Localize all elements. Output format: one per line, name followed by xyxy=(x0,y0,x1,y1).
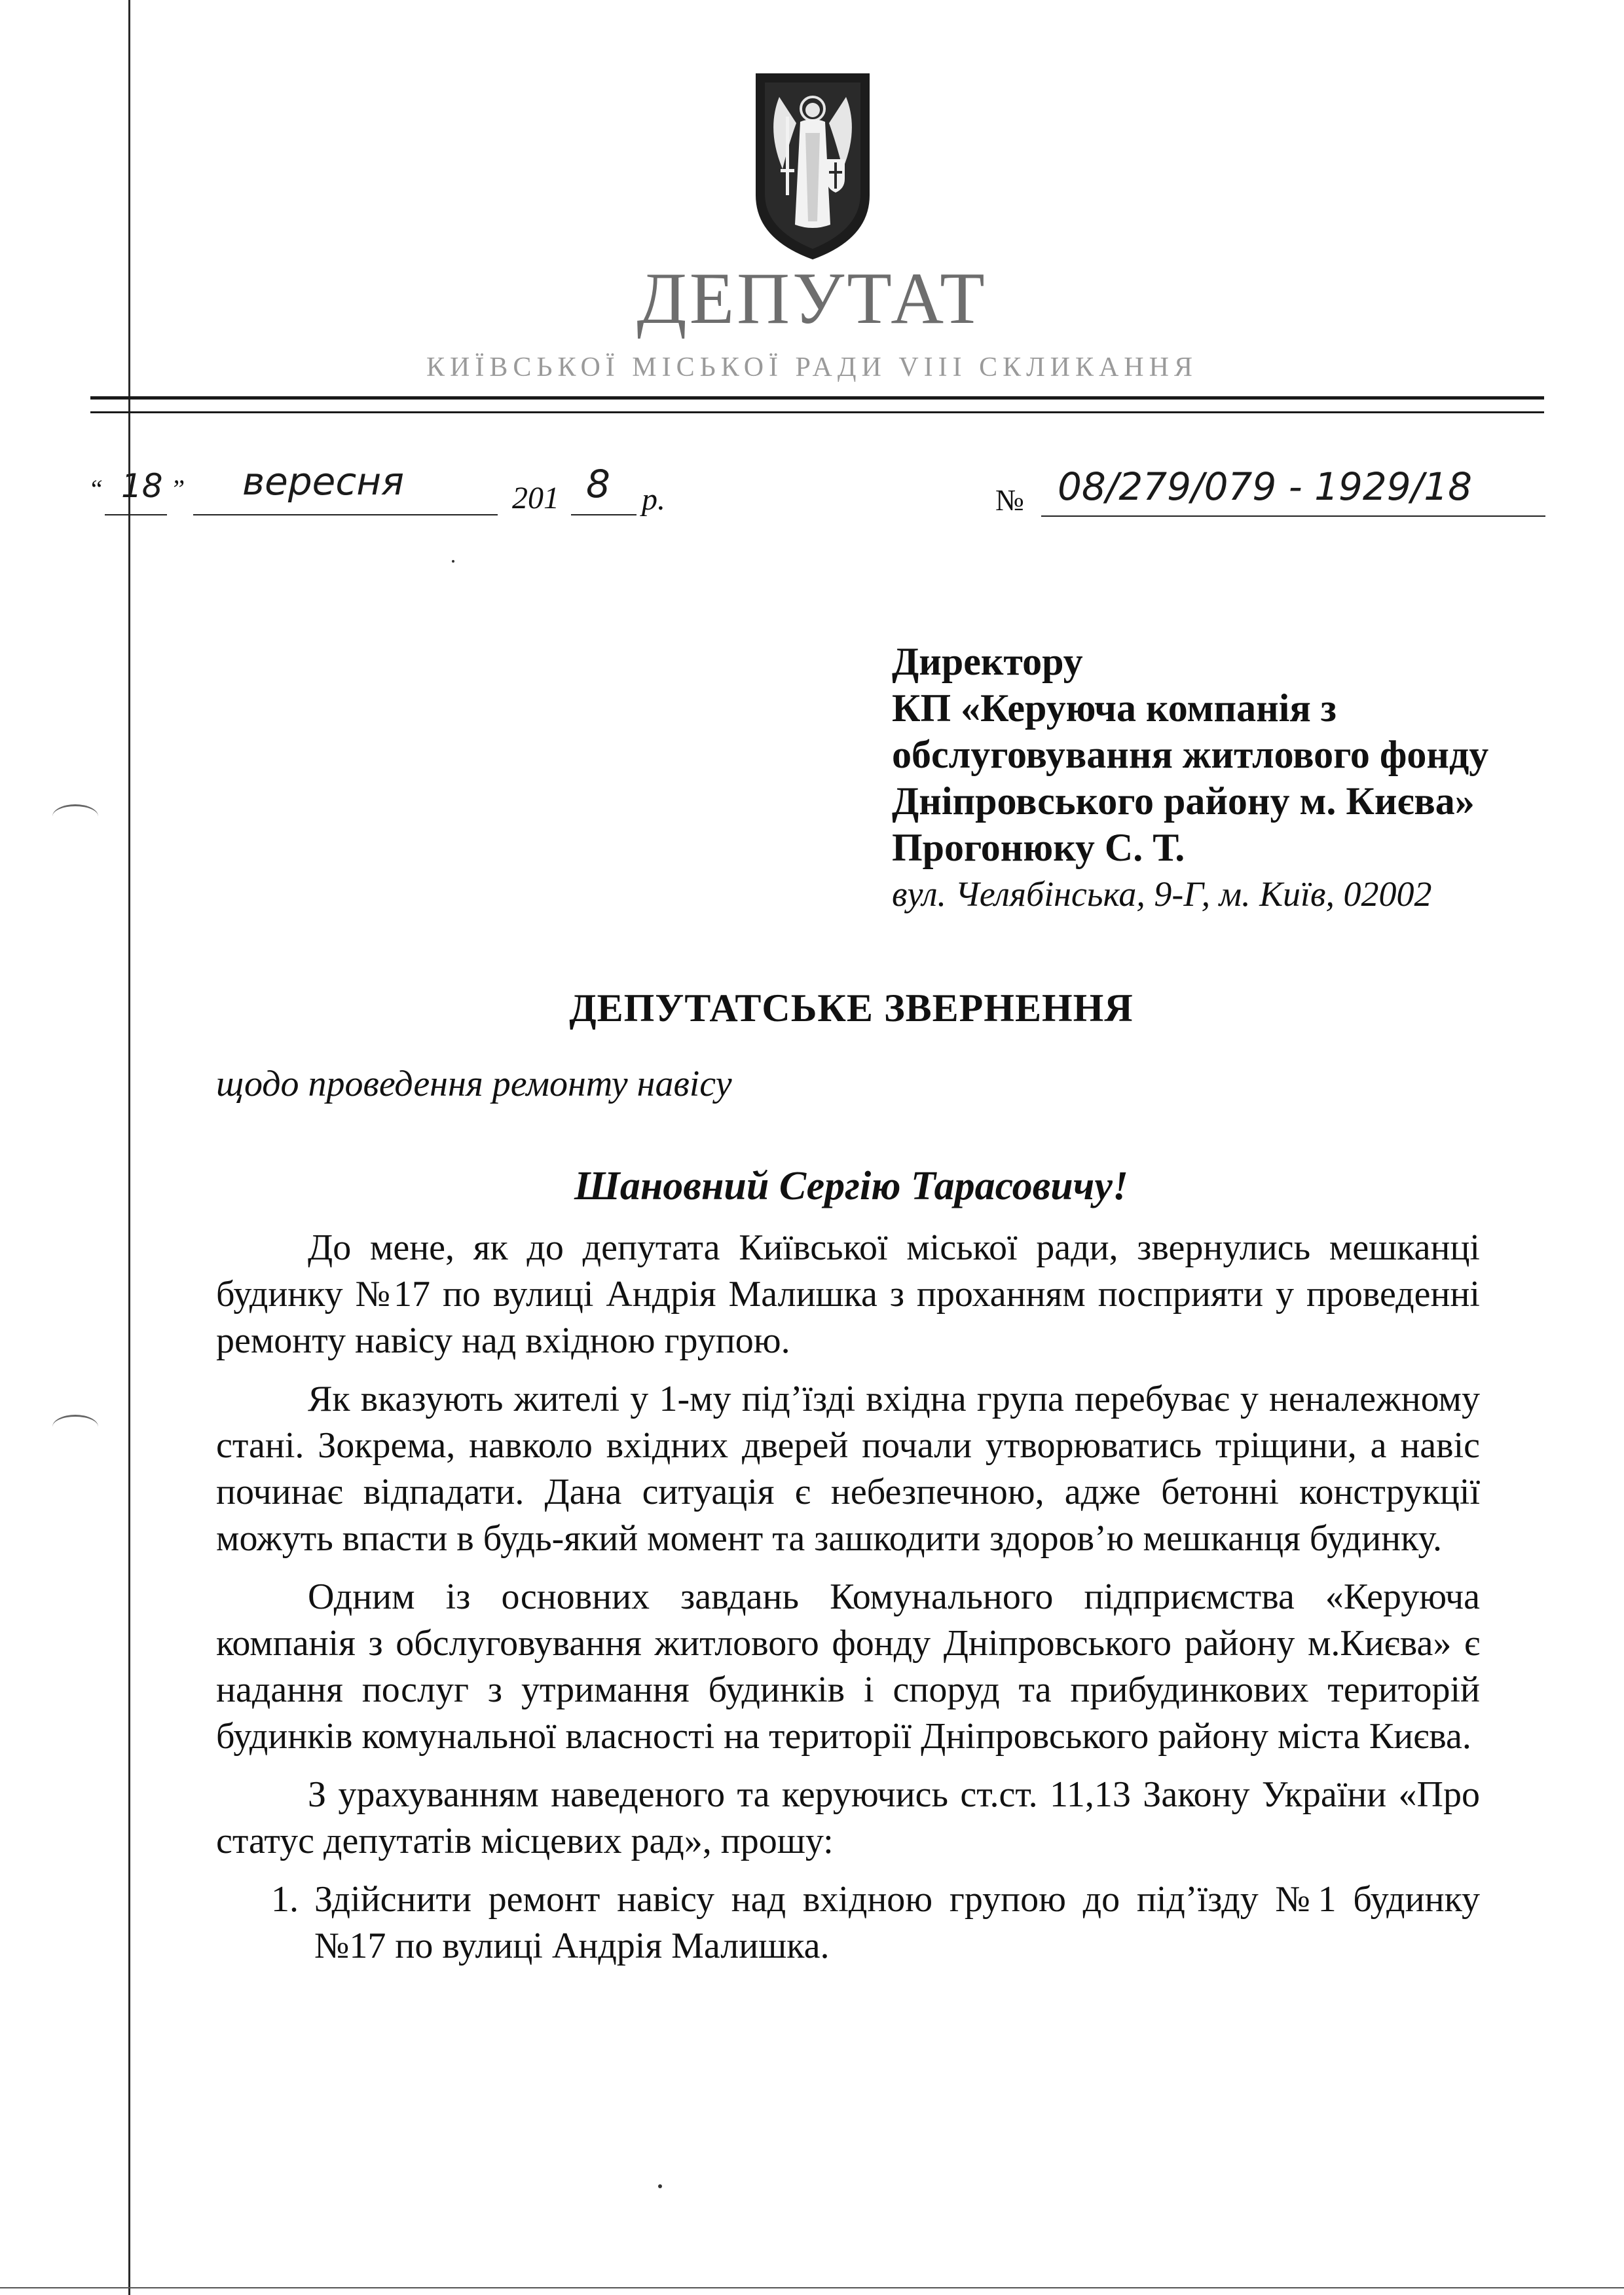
registration-number-line xyxy=(995,464,1545,527)
body-paragraph: Одним із основних завдань Комунального підприємства «Керуюча компанія з обслуговування житлового фонду Дніпровського району м.Києва» є надання послуг з утримання будинків і споруд та прибудинкових територій будинків комунальної власності на території Дніпровського району міста Києва. xyxy=(216,1577,1480,1757)
addressee-line: Прогонюку С. Т. xyxy=(892,826,1185,869)
date-month: вересня xyxy=(242,459,405,504)
header-title: ДЕПУТАТ xyxy=(637,258,987,339)
addressee-block xyxy=(892,639,1579,918)
header-rule-thin xyxy=(90,411,1544,413)
date-year-digit: 8 xyxy=(586,462,610,506)
date-suffix: р. xyxy=(642,482,665,517)
date-year-prefix: 201 xyxy=(512,481,559,515)
date-open-quote: “ xyxy=(88,474,103,504)
body-paragraph: З урахуванням наведеного та керуючись ст.ст. 11,13 Закону України «Про статус депутатів місцевих рад», прошу: xyxy=(216,1774,1480,1861)
scan-bottom-line xyxy=(0,2287,1624,2288)
addressee-line: Дніпровського району м. Києва» xyxy=(892,779,1475,823)
scan-speck xyxy=(452,560,454,563)
document-body xyxy=(216,1225,1480,1969)
punch-hole-mark xyxy=(52,804,98,829)
body-paragraph: Як вказують жителі у 1-му під’їзді вхідна група перебуває у неналежному стані. Зокрема, навколо вхідних дверей почали утворюватись тріщини, а навіс починає відпадати. Дана ситуація є небезпечною, адже бетонні конструкції можуть впасти в будь-який момент та зашкодити здоров’ю мешканця будинку. xyxy=(216,1379,1480,1559)
addressee-line: обслуговування житлового фонду xyxy=(892,733,1489,776)
addressee-address: вул. Челябінська, 9-Г, м. Київ, 02002 xyxy=(892,874,1432,914)
request-list-item: 1. Здійснити ремонт навісу над вхідною групою до під’їзду №1 будинку №17 по вулиці Андрія Малишка. xyxy=(308,1876,1480,1969)
scan-speck xyxy=(658,2184,662,2188)
date-line xyxy=(79,459,668,527)
greeting: Шановний Сергію Тарасовичу! xyxy=(574,1164,1128,1208)
punch-hole-mark xyxy=(52,1415,98,1439)
date-close-quote: ” xyxy=(170,474,185,504)
number-label: № xyxy=(995,483,1024,517)
document-title: ДЕПУТАТСЬКЕ ЗВЕРНЕННЯ xyxy=(569,986,1134,1030)
date-day: 18 xyxy=(121,467,163,505)
document-subject: щодо проведення ремонту навісу xyxy=(216,1064,732,1104)
header-subtitle: КИЇВСЬКОЇ МІСЬКОЇ РАДИ VIII СКЛИКАННЯ xyxy=(426,352,1198,382)
header-rule-thick xyxy=(90,396,1544,400)
addressee-line: КП «Керуюча компанія з xyxy=(892,686,1337,730)
body-paragraph: До мене, як до депутата Київської міської ради, звернулись мешканці будинку №17 по вулиці Андрія Малишка з проханням посприяти у проведенні ремонту навісу над вхідною групою. xyxy=(216,1227,1480,1361)
request-list xyxy=(216,1876,1480,1969)
addressee-line: Директору xyxy=(892,640,1083,683)
registration-number: 08/279/079 - 1929/18 xyxy=(1058,464,1473,509)
kyiv-coat-of-arms-icon xyxy=(753,71,872,262)
scan-margin-line xyxy=(128,0,130,2295)
